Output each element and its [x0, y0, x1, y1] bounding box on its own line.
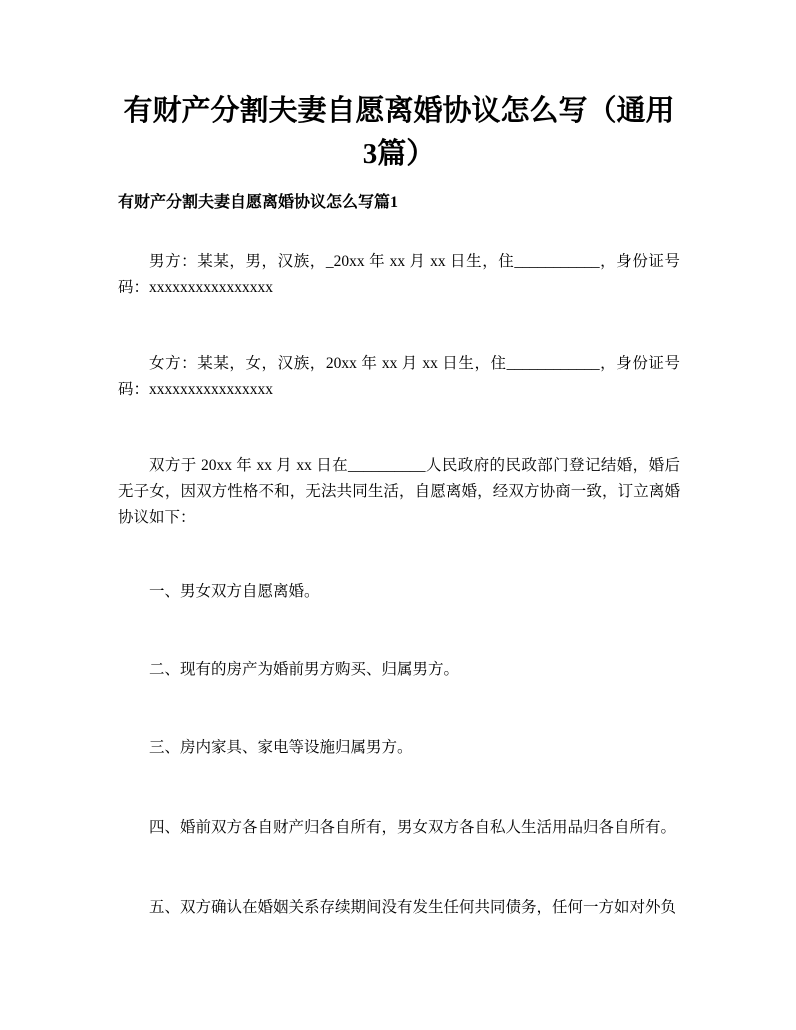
- section-heading: 有财产分割夫妻自愿离婚协议怎么写篇1: [118, 194, 399, 211]
- clause-1: 一、男女双方自愿离婚。: [149, 583, 320, 600]
- clause-5: 五、双方确认在婚姻关系存续期间没有发生任何共同债务，任何一方如对外负: [149, 899, 677, 916]
- clause-4: 四、婚前双方各自财产归各自所有，男女双方各自私人生活用品归各自所有。: [149, 819, 677, 836]
- paragraph-male-party: 男方：某某，男，汉族，_20xx 年 xx 月 xx 日生，住___________，身份证号码：xxxxxxxxxxxxxxxx: [118, 253, 680, 296]
- clause-2: 二、现有的房产为婚前男方购买、归属男方。: [149, 661, 460, 678]
- paragraph-female-party: 女方：某某，女，汉族，20xx 年 xx 月 xx 日生，住____________，身份证号码：xxxxxxxxxxxxxxxx: [118, 355, 680, 398]
- paragraph-marriage-statement: 双方于 20xx 年 xx 月 xx 日在__________人民政府的民政部门登记结婚，婚后无子女，因双方性格不和，无法共同生活，自愿离婚，经双方协商一致，订立离婚协议如下：: [118, 457, 680, 526]
- document-title: 有财产分割夫妻自愿离婚协议怎么写（通用3篇）: [123, 95, 675, 170]
- clause-3: 三、房内家具、家电等设施归属男方。: [149, 739, 413, 756]
- document-body: [118, 90, 680, 921]
